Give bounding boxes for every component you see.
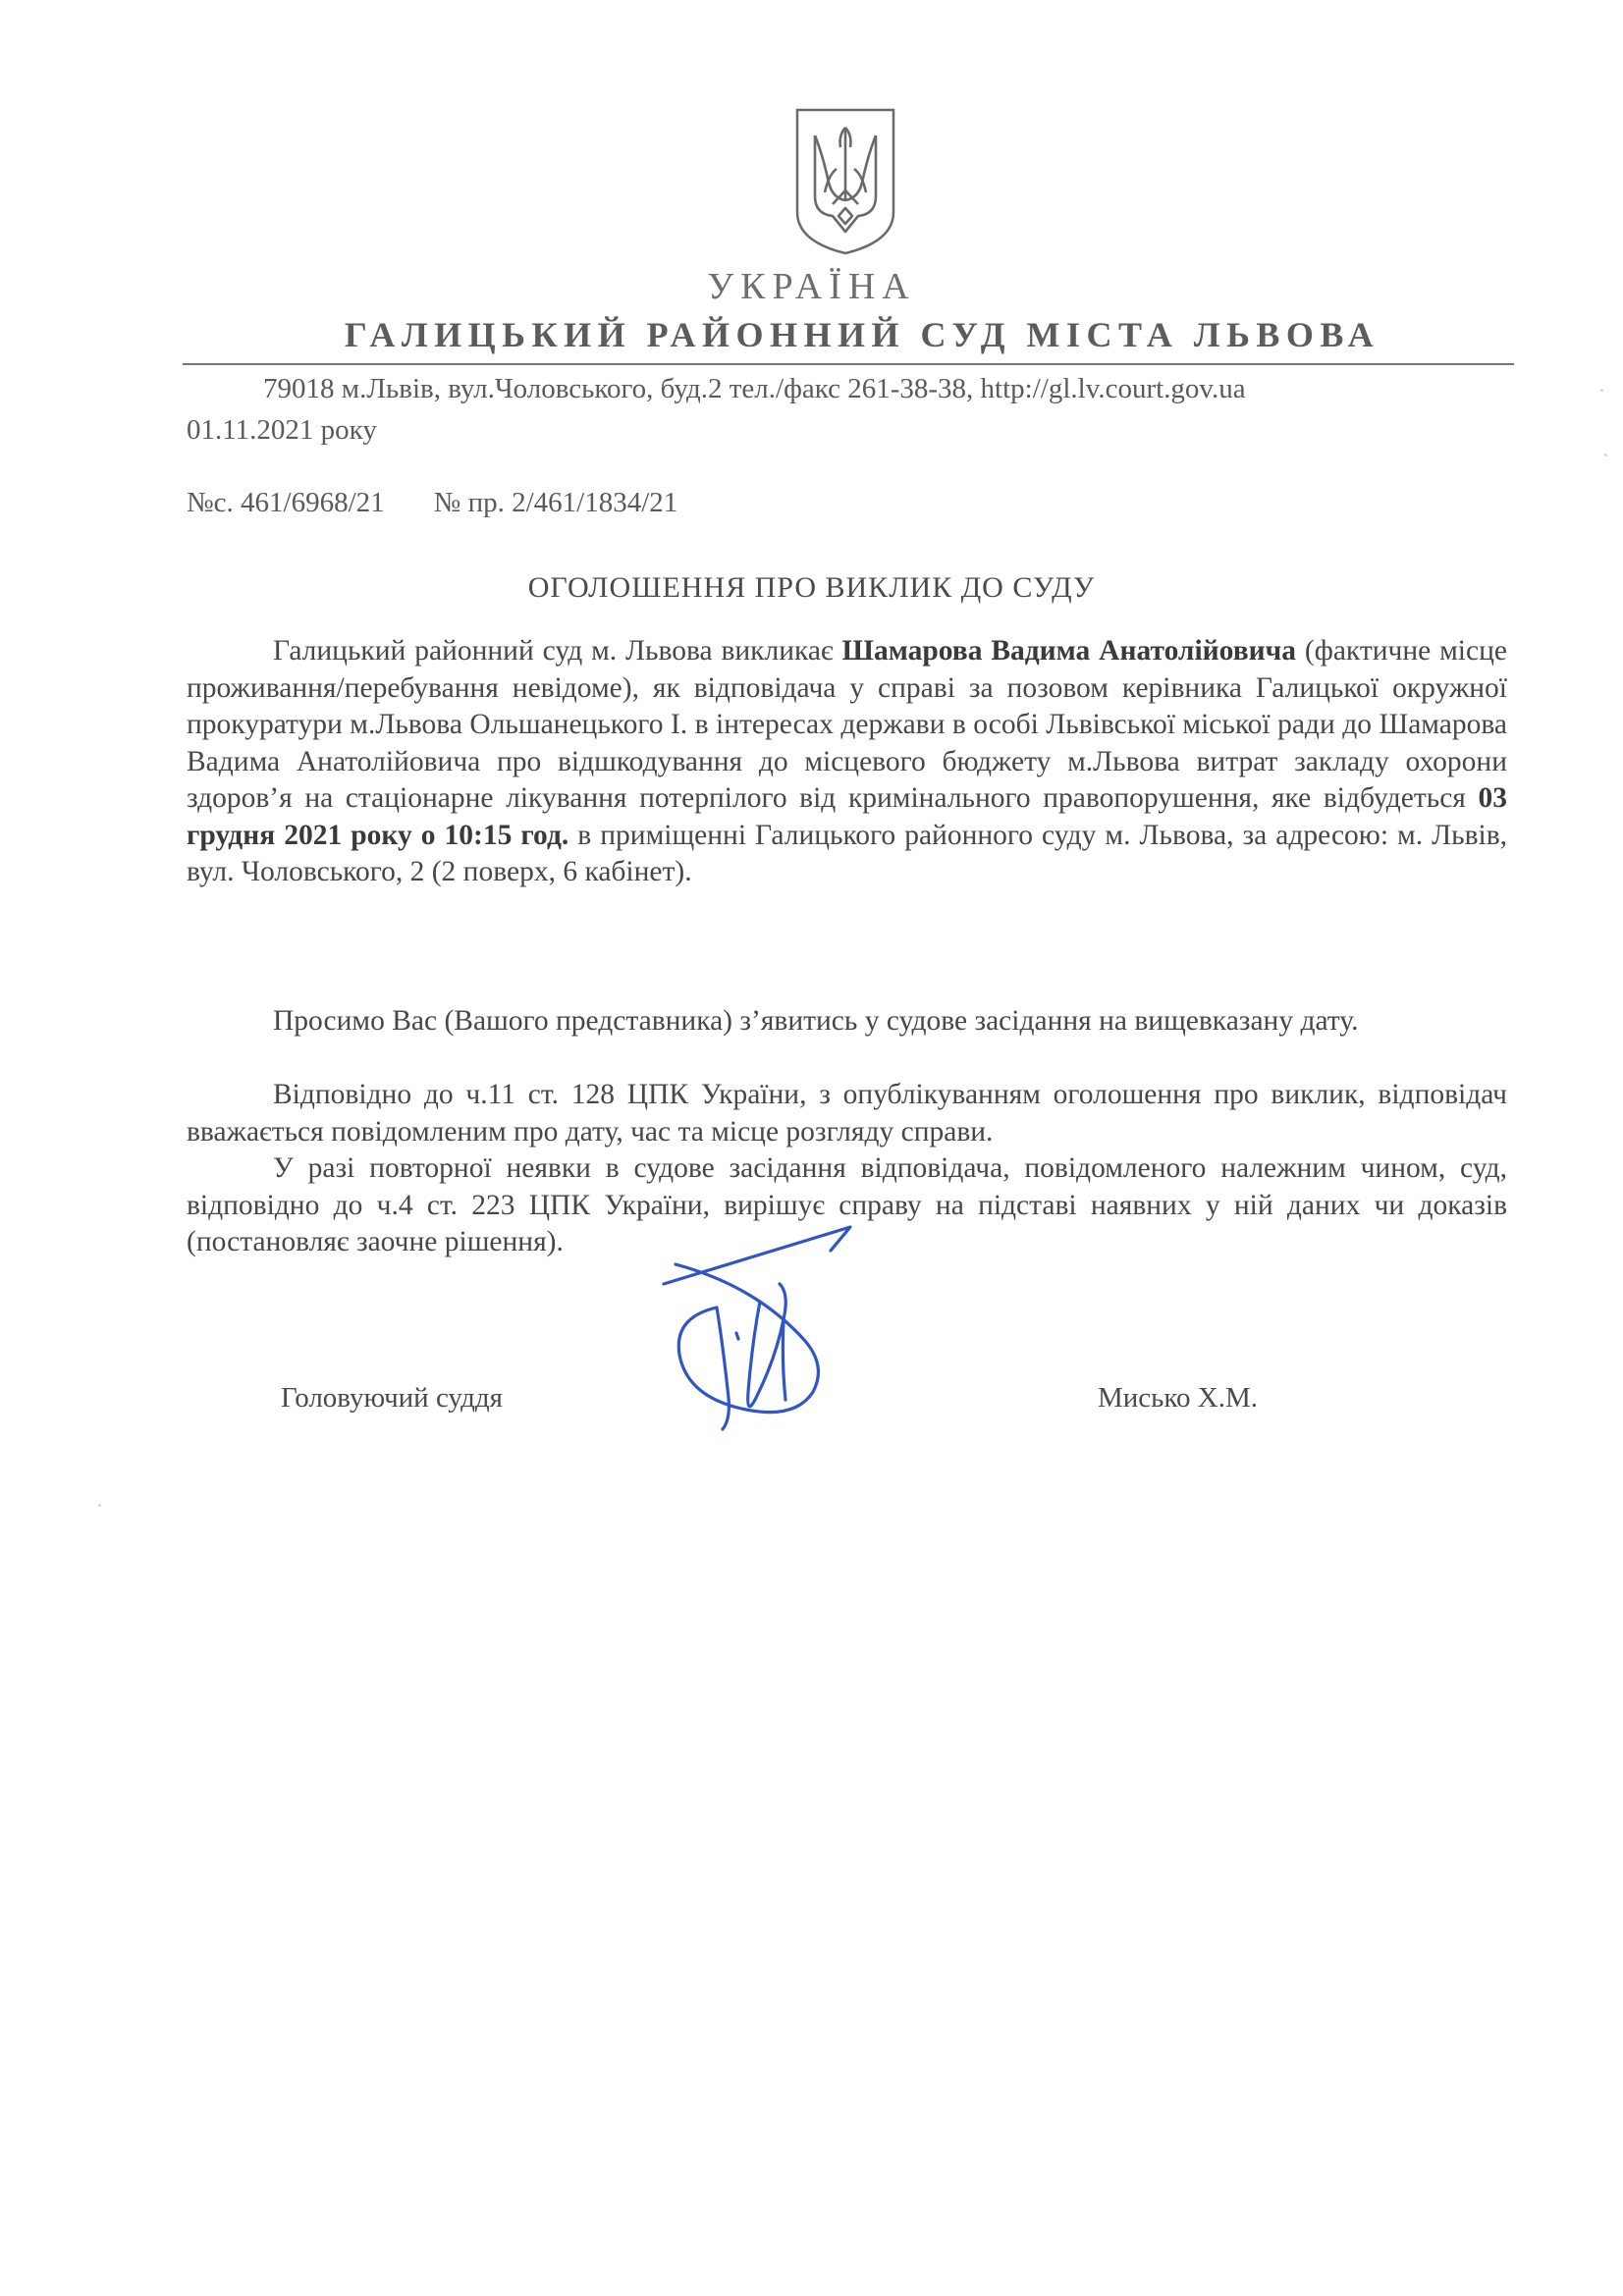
legal-basis-text: Відповідно до ч.11 ст. 128 ЦПК України, з опублікуванням оголошення про виклик, відповідач вважається повідомленим про дату, час та місце розгляду справи. xyxy=(187,1079,1507,1148)
judge-name: Мисько Х.М. xyxy=(1098,1382,1258,1414)
summons-paragraph xyxy=(187,633,1507,891)
trident-coat-of-arms-icon xyxy=(793,106,897,257)
proceeding-number: № пр. 2/461/1834/21 xyxy=(433,487,678,518)
document-date: 01.11.2021 року xyxy=(187,414,377,446)
document-title: ОГОЛОШЕННЯ ПРО ВИКЛИК ДО СУДУ xyxy=(527,571,1096,604)
summons-text-a: Галицький районний суд м. Львова викликає xyxy=(273,635,842,667)
case-number: №с. 461/6968/21 xyxy=(187,487,385,518)
handwritten-signature xyxy=(658,1225,874,1439)
default-judgment-text: У разі повторної неявки в судове засідання відповідача, повідомленого належним чином, суд, відповідно до ч.4 ст. 223 ЦПК України, вирішує справу на підставі наявних у ній даних чи доказів (постановляє заочне рішення). xyxy=(187,1152,1507,1257)
scan-speck xyxy=(1604,454,1607,456)
case-numbers xyxy=(187,487,677,519)
judge-role: Головуючий суддя xyxy=(281,1382,503,1414)
scan-speck xyxy=(98,1504,101,1507)
hearing-datetime: 03 грудня 2021 року о 10:15 год. xyxy=(187,782,1507,851)
defendant-name: Шамарова Вадима Анатолійовича xyxy=(841,635,1297,667)
request-paragraph xyxy=(187,1003,1507,1041)
scan-speck xyxy=(1600,389,1603,392)
summons-text-c: в приміщенні Галицького районного суду м. Львова, за адресою: м. Львів, вул. Чоловського, 2 (2 поверх, 6 кабінет). xyxy=(187,819,1508,887)
court-name-heading: ГАЛИЦЬКИЙ РАЙОННИЙ СУД МІСТА ЛЬВОВА xyxy=(344,315,1380,354)
court-address: 79018 м.Львів, вул.Чоловського, буд.2 тел./факс 261-38-38, http://gl.lv.court.gov.ua xyxy=(263,373,1246,404)
request-text: Просимо Вас (Вашого представника) з’явитись у судове засідання на вищевказану дату. xyxy=(273,1005,1359,1037)
country-heading: УКРАЇНА xyxy=(707,266,916,307)
legal-basis-paragraph xyxy=(187,1077,1507,1150)
header-divider xyxy=(183,363,1514,365)
summons-text-b: (фактичне місце проживання/перебування невідоме), як відповідача у справі за позовом керівника Галицької окружної прокуратури м.Львова Ольшанецького І. в інтересах держави в особі Львівської міської ради до Шамарова Вадима Анатолійовича про відшкодування до місцевого бюджету м.Львова витрат закладу охорони здоров’я на стаціонарне лікування потерпілого від кримінального правопорушення, яке відбудеться xyxy=(187,635,1507,814)
